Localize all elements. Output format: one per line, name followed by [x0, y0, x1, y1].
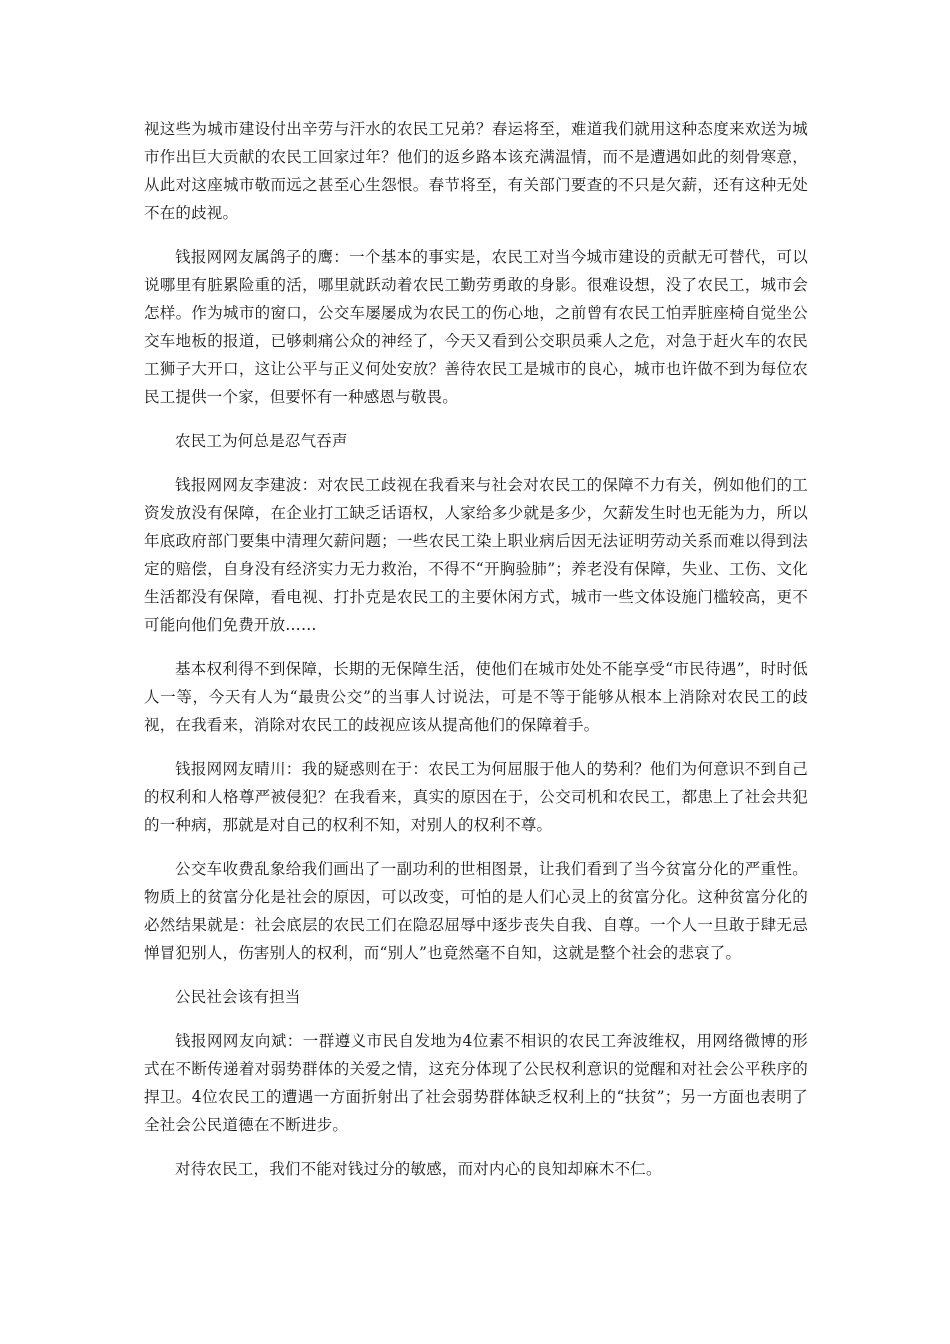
paragraph-wealth-gap: 公交车收费乱象给我们画出了一副功利的世相图景，让我们看到了当今贫富分化的严重性。物质上的贫富分化是社会的原因，可以改变，可怕的是人们心灵上的贫富分化。这种贫富分化的必然结果就是：社会底层的农民工们在隐忍屈辱中逐步丧失自我、自尊。一个人一旦敢于肆无忌惮冒犯别人，伤害别人的权利，而“别人”也竟然毫不自知，这就是整个社会的悲哀了。	[144, 860, 808, 962]
paragraph-intro-continuation: 视这些为城市建设付出辛劳与汗水的农民工兄弟？春运将至，难道我们就用这种态度来欢送为城市作出巨大贡献的农民工回家过年？他们的返乡路本该充满温情，而不是遭遇如此的刻骨寒意，从此对这座城市敬而远之甚至心生怨恨。春节将至，有关部门要查的不只是欠薪，还有这种无处不在的歧视。	[144, 120, 808, 222]
paragraph-comment-lijianbo: 钱报网网友李建波：对农民工歧视在我看来与社会对农民工的保障不力有关，例如他们的工资发放没有保障，在企业打工缺乏话语权，人家给多少就是多少，欠薪发生时也无能为力，所以年底政府部门要集中清理欠薪问题；一些农民工染上职业病后因无法证明劳动关系而难以得到法定的赔偿，自身没有经济实力无力救治，不得不“开胸验肺”；养老没有保障，失业、工伤、文化生活都没有保障，看电视、打扑克是农民工的主要休闲方式，城市一些文体设施门槛较高，更不可能向他们免费开放……	[144, 476, 808, 634]
paragraph-comment-qingchuan: 钱报网网友晴川：我的疑惑则在于：农民工为何屈服于他人的势利？他们为何意识不到自己的权利和人格尊严被侵犯？在我看来，真实的原因在于，公交司机和农民工，都患上了社会共犯的一种病，那就是对自己的权利不知，对别人的权利不尊。	[144, 760, 808, 834]
paragraph-comment-xiangbin: 钱报网网友向斌：一群遵义市民自发地为4位素不相识的农民工奔波维权，用网络微博的形式在不断传递着对弱势群体的关爱之情，这充分体现了公民权利意识的觉醒和对社会公平秩序的捍卫。4位农民工的遭遇一方面折射出了社会弱势群体缺乏权利上的“扶贫”；另一方面也表明了全社会公民道德在不断进步。	[144, 1032, 808, 1134]
paragraph-comment-gezi: 钱报网网友属鸽子的鹰：一个基本的事实是，农民工对当今城市建设的贡献无可替代，可以说哪里有脏累险重的活，哪里就跃动着农民工勤劳勇敢的身影。很难设想，没了农民工，城市会怎样。作为城市的窗口，公交车屡屡成为农民工的伤心地，之前曾有农民工怕弄脏座椅自觉坐公交车地板的报道，已够刺痛公众的神经了，今天又看到公交职员乘人之危，对急于赶火车的农民工狮子大开口，这让公平与正义何处安放？善待农民工是城市的良心，城市也许做不到为每位农民工提供一个家，但要怀有一种感恩与敬畏。	[144, 248, 808, 406]
paragraph-conclusion: 对待农民工，我们不能对钱过分的敏感，而对内心的良知却麻木不仁。	[175, 1160, 662, 1178]
section-heading-civil-society: 公民社会该有担当	[175, 988, 301, 1006]
article-body	[144, 115, 808, 1199]
section-heading-why-silent: 农民工为何总是忍气吞声	[175, 432, 348, 450]
paragraph-basic-rights: 基本权利得不到保障，长期的无保障生活，使他们在城市处处不能享受“市民待遇”，时时低人一等，今天有人为“最贵公交”的当事人讨说法，可是不等于能够从根本上消除对农民工的歧视，在我看来，消除对农民工的歧视应该从提高他们的保障着手。	[144, 660, 808, 734]
